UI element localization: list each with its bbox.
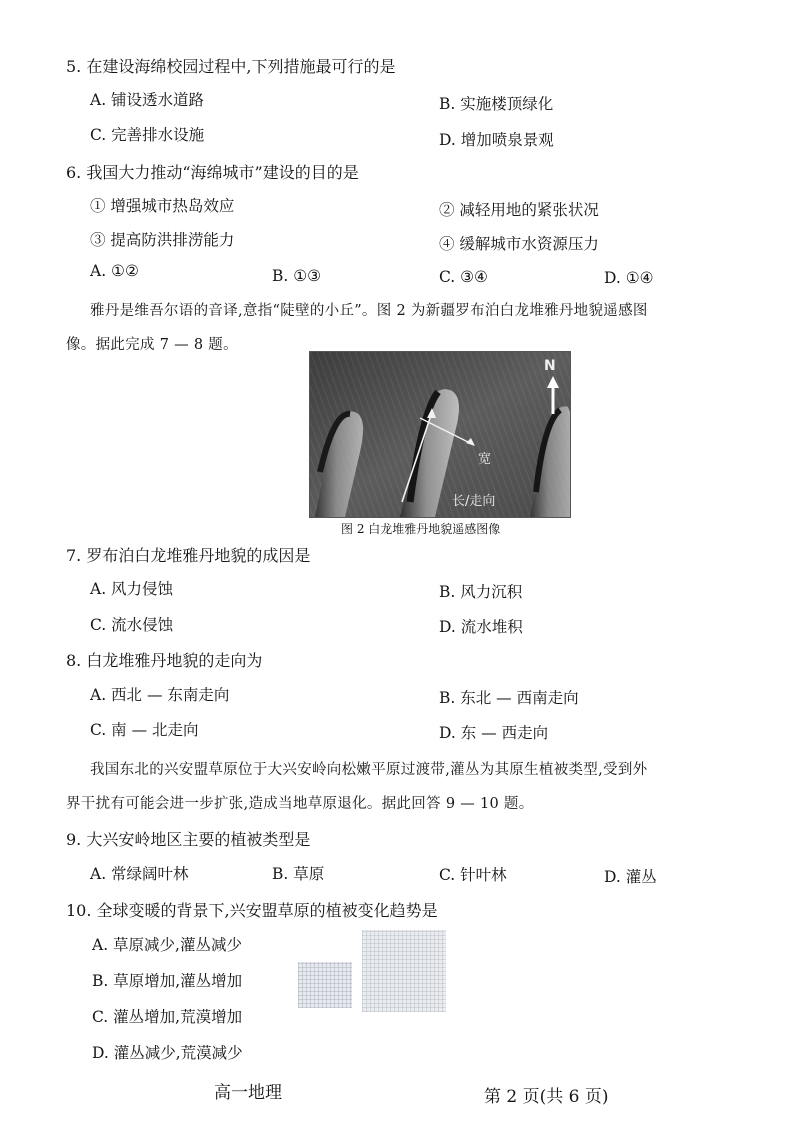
q7-option-b: B. 风力沉积 [439, 583, 523, 601]
q5-option-d: D. 增加喷泉景观 [439, 131, 554, 149]
q9-option-d: D. 灌丛 [604, 868, 657, 886]
figure-caption: 图 2 白龙堆雅丹地貌遥感图像 [341, 522, 501, 536]
q10-stem: 10. 全球变暖的背景下,兴安盟草原的植被变化趋势是 [66, 901, 438, 920]
q10-option-b: B. 草原增加,灌丛增加 [92, 972, 243, 990]
scan-artifact-right [362, 930, 446, 1012]
q9-stem: 9. 大兴安岭地区主要的植被类型是 [66, 830, 311, 849]
q6-statement-3: ③ 提高防洪排涝能力 [90, 231, 235, 249]
q10-option-c: C. 灌丛增加,荒漠增加 [92, 1008, 243, 1026]
q7-option-d: D. 流水堆积 [439, 618, 523, 636]
q6-option-b: B. ①③ [272, 267, 322, 285]
width-label: 宽 [478, 452, 492, 467]
passage-yardang-line-2: 像。据此完成 7 — 8 题。 [66, 337, 238, 353]
q9-option-b: B. 草原 [272, 865, 325, 883]
q5-option-b: B. 实施楼顶绿化 [439, 95, 554, 113]
q8-option-c: C. 南 — 北走向 [90, 721, 199, 739]
q10-option-d: D. 灌丛减少,荒漠减少 [92, 1044, 243, 1062]
q6-option-d: D. ①④ [604, 269, 654, 287]
q7-option-a: A. 风力侵蚀 [90, 580, 174, 598]
q6-option-c: C. ③④ [439, 268, 488, 286]
q10-option-a: A. 草原减少,灌丛减少 [92, 936, 242, 954]
q6-statement-4: ④ 缓解城市水资源压力 [439, 235, 599, 253]
q7-stem: 7. 罗布泊白龙堆雅丹地貌的成因是 [66, 546, 311, 565]
q8-option-a: A. 西北 — 东南走向 [90, 686, 230, 704]
q8-option-b: B. 东北 — 西南走向 [439, 689, 579, 707]
north-arrow-label: N [544, 358, 556, 374]
q5-option-a: A. 铺设透水道路 [90, 91, 205, 109]
passage-yardang-line-1: 雅丹是维吾尔语的音译,意指“陡壁的小丘”。图 2 为新疆罗布泊白龙堆雅丹地貌遥感图 [90, 303, 648, 319]
q8-stem: 8. 白龙堆雅丹地貌的走向为 [66, 651, 263, 670]
footer-subject: 高一地理 [214, 1083, 282, 1103]
length-direction-label: 长/走向 [452, 494, 496, 509]
q5-option-c: C. 完善排水设施 [90, 126, 205, 144]
q8-option-d: D. 东 — 西走向 [439, 724, 549, 742]
q9-option-c: C. 针叶林 [439, 866, 507, 884]
footer-page-number: 第 2 页(共 6 页) [484, 1087, 609, 1107]
q6-stem: 6. 我国大力推动“海绵城市”建设的目的是 [66, 163, 359, 182]
q7-option-c: C. 流水侵蚀 [90, 616, 174, 634]
q6-statement-1: ① 增强城市热岛效应 [90, 197, 235, 215]
q5-stem: 5. 在建设海绵校园过程中,下列措施最可行的是 [66, 57, 396, 76]
scan-artifact-left [298, 962, 352, 1008]
q6-option-a: A. ①② [90, 262, 139, 280]
passage-grassland-line-2: 界干扰有可能会进一步扩张,造成当地草原退化。据此回答 9 — 10 题。 [66, 796, 534, 812]
yardang-remote-sensing-image [309, 351, 571, 518]
q9-option-a: A. 常绿阔叶林 [90, 865, 189, 883]
passage-grassland-line-1: 我国东北的兴安盟草原位于大兴安岭向松嫩平原过渡带,灌丛为其原生植被类型,受到外 [90, 762, 648, 778]
q6-statement-2: ② 减轻用地的紧张状况 [439, 201, 599, 219]
